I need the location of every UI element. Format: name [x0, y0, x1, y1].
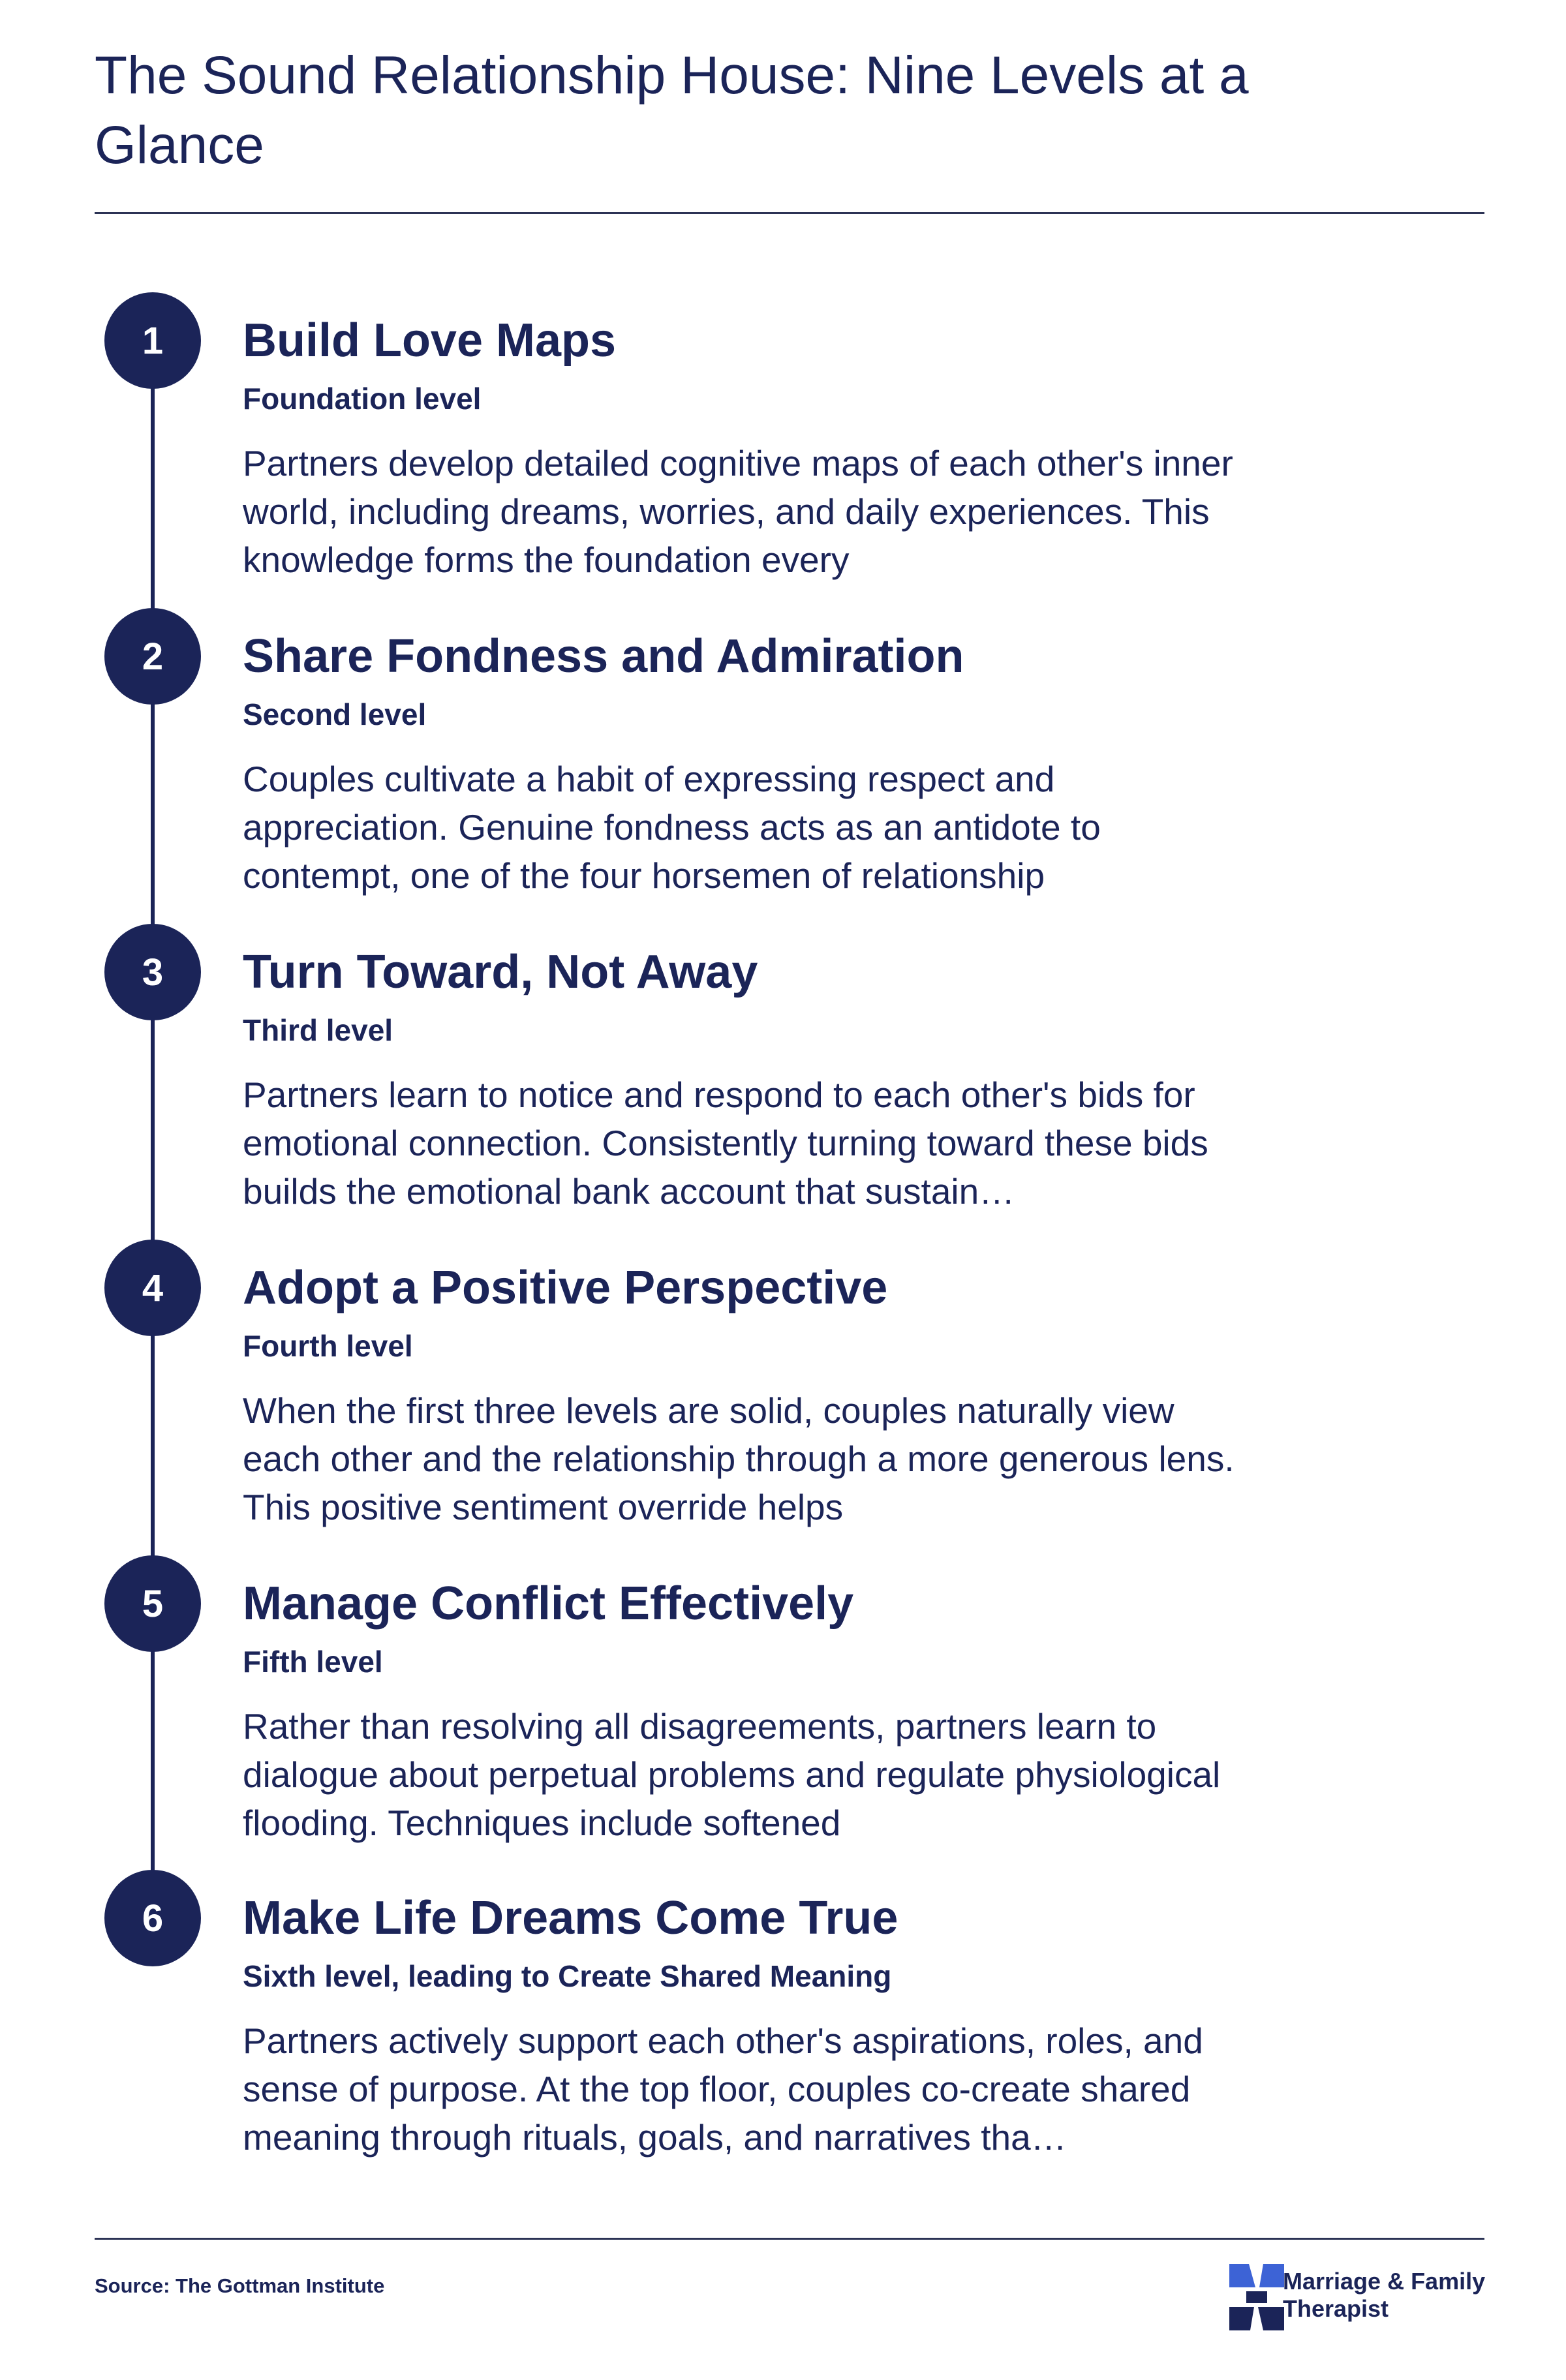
level-description: Partners actively support each other's aspirations, roles, and sense of purpose. At the top floor, couples co-create shared meaning through rituals, goals, and narratives tha…	[243, 2021, 1203, 2158]
level-title: Manage Conflict Effectively	[243, 1578, 854, 1630]
brand-name-line2: Therapist	[1283, 2295, 1389, 2322]
level-subtitle: Fifth level	[243, 1645, 383, 1679]
level-number-badge: 3	[104, 924, 201, 1020]
level-title: Adopt a Positive Perspective	[243, 1262, 888, 1314]
level-subtitle: Second level	[243, 697, 427, 731]
brand-mark-icon	[1227, 2261, 1287, 2333]
level-item	[0, 1240, 1566, 1555]
level-item	[0, 924, 1566, 1240]
level-item	[0, 1870, 1566, 2186]
brand-name	[1283, 2268, 1485, 2323]
level-number-badge: 1	[104, 292, 201, 389]
level-number-badge: 5	[104, 1555, 201, 1652]
level-title: Turn Toward, Not Away	[243, 946, 758, 998]
level-number-badge: 6	[104, 1870, 201, 1966]
level-description: Rather than resolving all disagreements, partners learn to dialogue about perpetual problems and regulate physiological flooding. Techniques include softened	[243, 1706, 1221, 1843]
level-title: Build Love Maps	[243, 314, 617, 367]
level-description: When the first three levels are solid, couples naturally view each other and the relationship through a more generous lens. This positive sentiment override helps	[243, 1390, 1235, 1527]
footer-divider	[95, 2238, 1484, 2240]
brand-logo	[1227, 2261, 1488, 2333]
level-item	[0, 292, 1566, 608]
level-title: Share Fondness and Admiration	[243, 630, 964, 682]
level-description: Partners learn to notice and respond to each other's bids for emotional connection. Consistently turning toward these bids builds the emotional bank account that sustain…	[243, 1075, 1208, 1212]
page-title: The Sound Relationship House: Nine Levels at a Glance	[95, 46, 1249, 175]
source-note: Source: The Gottman Institute	[95, 2274, 385, 2297]
level-subtitle: Foundation level	[243, 382, 482, 416]
level-description: Partners develop detailed cognitive maps of each other's inner world, including dreams, worries, and daily experiences. This knowledge forms the foundation every	[243, 443, 1233, 580]
level-title: Make Life Dreams Come True	[243, 1892, 898, 1944]
level-subtitle: Third level	[243, 1013, 393, 1047]
level-subtitle: Sixth level, leading to Create Shared Meaning	[243, 1959, 892, 1993]
level-number-badge: 2	[104, 608, 201, 705]
brand-name-line1: Marriage & Family	[1283, 2268, 1486, 2295]
level-subtitle: Fourth level	[243, 1329, 413, 1363]
level-item	[0, 1555, 1566, 1871]
level-number-badge: 4	[104, 1240, 201, 1336]
level-item	[0, 608, 1566, 924]
level-description: Couples cultivate a habit of expressing respect and appreciation. Genuine fondness acts as an antidote to contempt, one of the four horsemen of relationship	[243, 759, 1101, 896]
